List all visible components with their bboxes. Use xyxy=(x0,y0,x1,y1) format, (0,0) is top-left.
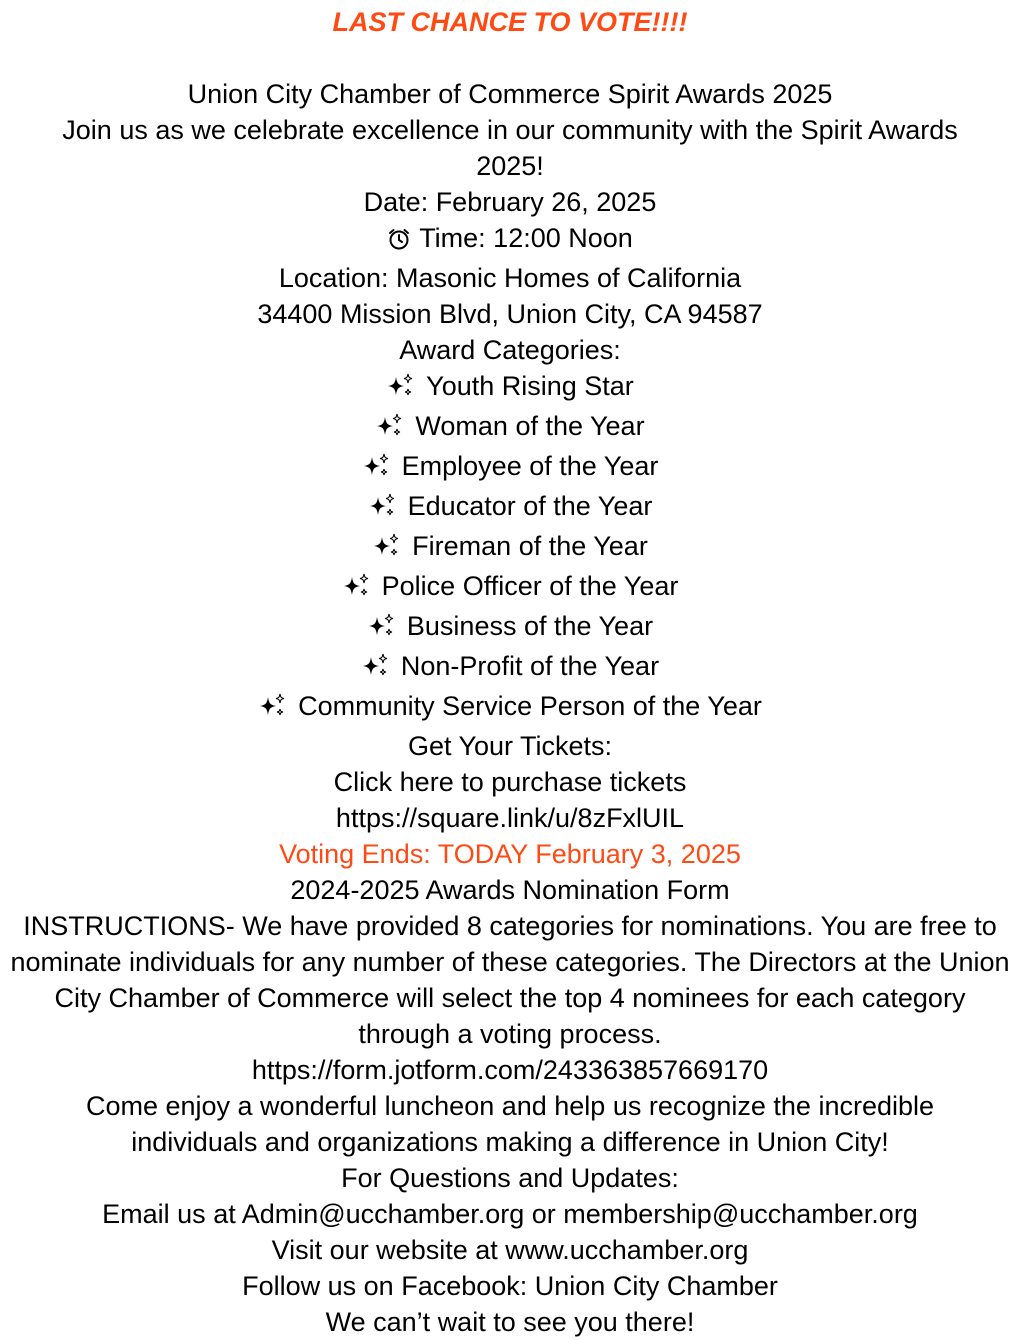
sparkles-icon xyxy=(375,412,405,448)
event-location: Location: Masonic Homes of California xyxy=(278,263,742,293)
nomination-form-url[interactable]: https://form.jotform.com/243363857669170 xyxy=(251,1055,769,1085)
event-address: 34400 Mission Blvd, Union City, CA 94587 xyxy=(257,299,763,329)
award-category-label: Woman of the Year xyxy=(415,411,645,441)
award-category-item xyxy=(0,488,1020,528)
nomination-form-title: 2024-2025 Awards Nomination Form xyxy=(290,875,730,905)
award-category-item xyxy=(0,368,1020,408)
event-date: Date: February 26, 2025 xyxy=(363,187,657,217)
nomination-instructions: INSTRUCTIONS- We have provided 8 categories for nominations. You are free to nominate individuals for any number of these categories. The Directors at the Union City Chamber of Commerce will select the top 4 nominees for each category through a voting process. xyxy=(10,911,1010,1049)
signoff: We can’t wait to see you there! xyxy=(325,1307,695,1337)
questions-heading: For Questions and Updates: xyxy=(341,1163,679,1193)
alarm-clock-icon xyxy=(387,224,411,260)
sparkles-icon xyxy=(362,452,392,488)
award-category-item xyxy=(0,648,1020,688)
event-time: Time: 12:00 Noon xyxy=(419,223,633,253)
luncheon-invite: Come enjoy a wonderful luncheon and help us recognize the incredible individuals and organizations making a difference in Union City! xyxy=(85,1091,935,1157)
award-categories-heading: Award Categories: xyxy=(399,335,621,365)
tickets-heading: Get Your Tickets: xyxy=(407,731,613,761)
website-link[interactable]: Visit our website at www.ucchamber.org xyxy=(271,1235,749,1265)
award-category-label: Youth Rising Star xyxy=(426,371,634,401)
event-intro: Join us as we celebrate excellence in our community with the Spirit Awards 2025! xyxy=(62,115,958,181)
sparkles-icon xyxy=(258,692,288,728)
award-category-label: Fireman of the Year xyxy=(412,531,648,561)
facebook-link[interactable]: Follow us on Facebook: Union City Chamber xyxy=(242,1271,778,1301)
sparkles-icon xyxy=(342,572,372,608)
award-category-label: Educator of the Year xyxy=(407,491,653,521)
sparkles-icon xyxy=(367,612,397,648)
voting-deadline: Voting Ends: TODAY February 3, 2025 xyxy=(279,839,741,869)
award-category-item xyxy=(0,408,1020,448)
award-category-item xyxy=(0,528,1020,568)
award-category-item xyxy=(0,448,1020,488)
sparkles-icon xyxy=(361,652,391,688)
award-category-item xyxy=(0,608,1020,648)
award-category-item xyxy=(0,568,1020,608)
sparkles-icon xyxy=(368,492,398,528)
headline: LAST CHANCE TO VOTE!!!! xyxy=(332,7,688,37)
contact-email[interactable]: Email us at Admin@ucchamber.org or membership@ucchamber.org xyxy=(102,1199,918,1229)
sparkles-icon xyxy=(386,372,416,408)
award-category-label: Community Service Person of the Year xyxy=(298,691,762,721)
event-title: Union City Chamber of Commerce Spirit Awards 2025 xyxy=(187,79,833,109)
tickets-link[interactable]: Click here to purchase tickets xyxy=(333,767,687,797)
event-time-row xyxy=(0,220,1020,260)
award-category-label: Business of the Year xyxy=(406,611,654,641)
sparkles-icon xyxy=(372,532,402,568)
award-category-label: Non-Profit of the Year xyxy=(400,651,660,681)
award-categories-list xyxy=(0,368,1020,728)
award-category-label: Employee of the Year xyxy=(401,451,659,481)
tickets-url[interactable]: https://square.link/u/8zFxlUIL xyxy=(335,803,685,833)
award-category-item xyxy=(0,688,1020,728)
award-category-label: Police Officer of the Year xyxy=(381,571,679,601)
